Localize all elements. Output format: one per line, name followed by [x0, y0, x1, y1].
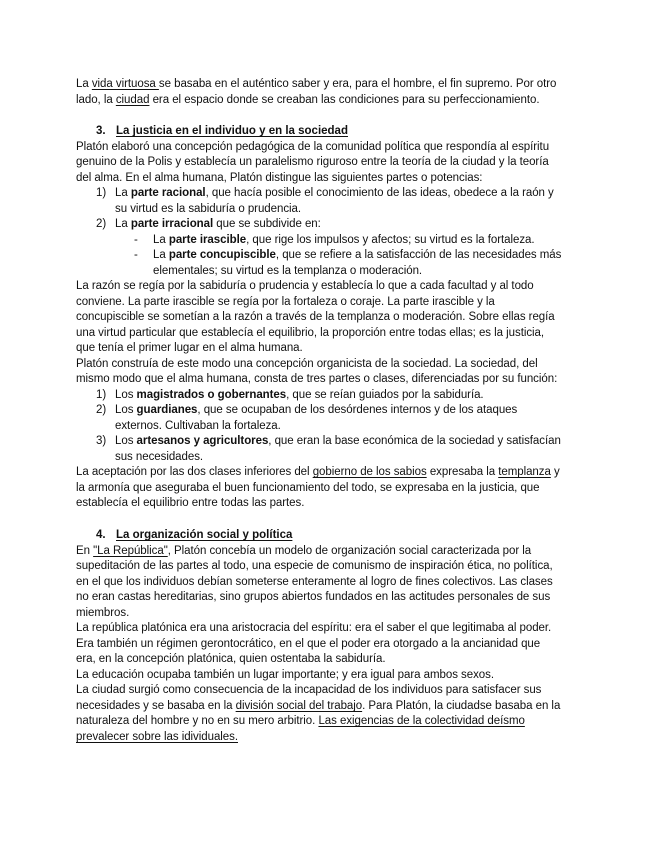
list-number: 3)	[96, 435, 107, 447]
text-run: , que eran la base económica de la sociedad y satisfacían	[268, 435, 561, 447]
list-item-artesanos	[115, 434, 561, 449]
underlined-term-templanza: templanza	[498, 466, 551, 478]
paragraph-line: mismo modo que el alma humana, consta de tres partes o clases, diferenciadas por su función:	[76, 373, 558, 385]
paragraph-line	[76, 714, 525, 729]
underlined-sentence: prevalecer sobre las idividuales.	[76, 731, 238, 743]
bold-term: magistrados o gobernantes	[136, 389, 287, 401]
list-number: 2)	[96, 404, 107, 416]
paragraph-line	[76, 544, 531, 559]
text-run: La	[76, 78, 92, 90]
paragraph-line: supeditación de las partes al todo, una especie de comunismo de inspiración ética, no política,	[76, 560, 553, 572]
paragraph-line: Platón construía de este modo una concepción organicista de la sociedad. La sociedad, del	[76, 358, 538, 370]
text-run: , que hacía posible el conocimiento de las ideas, obedece a la raón y	[205, 187, 554, 199]
text-run: Los	[115, 389, 137, 401]
bold-term: guardianes	[136, 404, 198, 416]
text-run: y	[550, 466, 560, 478]
text-run: La	[115, 187, 131, 199]
paragraph-line: genuino de la Polis y establecía un paralelismo riguroso entre la teoría de la ciudad y la teoría	[76, 156, 549, 168]
section-title: La organización social y política	[116, 529, 293, 541]
text-run: La	[153, 249, 169, 261]
text-run: expresaba la	[426, 466, 499, 478]
section-title: La justicia en el individuo y en la sociedad	[116, 125, 348, 137]
section-4-heading	[96, 528, 292, 543]
section-3-heading	[96, 124, 348, 139]
paragraph-line: La ciudad surgió como consecuencia de la incapacidad de los individuos para satisfacer sus	[76, 684, 542, 696]
sublist-item-concupiscible	[153, 248, 561, 263]
sublist-item-irascible	[153, 233, 535, 248]
text-run: , que se reían guiados por la sabiduría.	[286, 389, 484, 401]
sublist-dash: -	[134, 249, 138, 261]
paragraph-line: una virtud particular que establecía el equilibrio, la proporción entre todas ellas; es la justicia,	[76, 327, 545, 339]
underlined-term-vida-virtuosa: vida virtuosa	[91, 78, 159, 90]
bold-term: parte irascible	[168, 234, 247, 246]
underlined-term-la-republica: "La República"	[93, 545, 168, 557]
paragraph-line: establecía el equilibrio entre todas las partes.	[76, 497, 305, 509]
text-run: , que rige los impulsos y afectos; su virtud es la fortaleza.	[246, 234, 535, 246]
intro-line-1	[76, 77, 556, 92]
text-run: , Platón concebía un modelo de organización social caracterizada por la	[167, 545, 532, 557]
text-run: se basaba en el auténtico saber y era, para el hombre, el fin supremo. Por otro	[158, 78, 557, 90]
text-run: que se subdivide en:	[213, 218, 321, 230]
paragraph-line	[76, 465, 560, 480]
bold-term: artesanos y agricultores	[136, 435, 269, 447]
text-run: lado, la	[76, 94, 116, 106]
paragraph-line: era, en la concepción platónica, quien ostentaba la sabiduría.	[76, 653, 386, 665]
paragraph-line: Platón elaboró una concepción pedagógica de la comunidad política que respondía al espíritu	[76, 141, 550, 153]
text-run: necesidades y se basaba en la	[76, 700, 236, 712]
text-run: . Para Platón, la ciudadse basaba en la	[362, 700, 561, 712]
sublist-item-continuation: elementales; su virtud es la templanza o moderación.	[153, 265, 423, 277]
paragraph-line: La república platónica era una aristocracia del espíritu: era el saber el que legitimaba al poder.	[76, 622, 552, 634]
list-item-parte-racional	[115, 186, 554, 201]
list-number: 2)	[96, 218, 107, 230]
paragraph-line: miembros.	[76, 607, 130, 619]
paragraph-line: concupiscible se sometían a la razón a través de la templanza o moderación. Sobre ellas regía	[76, 311, 555, 323]
list-number: 1)	[96, 187, 107, 199]
underlined-term-ciudad: ciudad	[115, 94, 150, 106]
list-item-parte-irracional	[115, 217, 321, 232]
text-run: , que se refiere a la satisfacción de las necesidades más	[275, 249, 562, 261]
paragraph-line: no eran castas hereditarias, sino grupos abiertos fundados en las actitudes personales de sus	[76, 591, 551, 603]
list-item-guardianes	[115, 403, 517, 418]
list-item-continuation: externos. Cultivaban la fortaleza.	[115, 420, 281, 432]
text-run: La aceptación por las dos clases inferiores del	[76, 466, 313, 478]
text-run: naturaleza del hombre y no en su mero arbitrio.	[76, 715, 319, 727]
paragraph-line: conviene. La parte irascible se regía por la fortaleza o coraje. La parte irascible y la	[76, 296, 495, 308]
paragraph-line: del alma. En el alma humana, Platón distingue las siguientes partes o potencias:	[76, 172, 483, 184]
section-number: 4.	[96, 529, 106, 541]
paragraph-line	[76, 730, 238, 745]
paragraph-line: Era también un régimen gerontocrático, en el que el poder era otorgado a la ancianidad que	[76, 638, 541, 650]
paragraph-line: La razón se regía por la sabiduría o prudencia y establecía lo que a cada facultad y al todo	[76, 280, 534, 292]
list-item-continuation: su virtud es la sabiduría o prudencia.	[115, 203, 302, 215]
paragraph-line: La educación ocupaba también un lugar importante; y era igual para ambos sexos.	[76, 669, 494, 681]
underlined-sentence: Las exigencias de la colectividad deísmo	[318, 715, 525, 727]
bold-term: parte concupiscible	[168, 249, 276, 261]
bold-term: parte racional	[130, 187, 206, 199]
intro-line-2	[76, 93, 540, 108]
section-number: 3.	[96, 125, 106, 137]
text-run: era el espacio donde se creaban las condiciones para su perfeccionamiento.	[149, 94, 540, 106]
list-item-continuation: sus necesidades.	[115, 451, 204, 463]
bold-term: parte irracional	[130, 218, 214, 230]
text-run: La	[153, 234, 169, 246]
paragraph-line: la armonía que aseguraba el buen funcionamiento del todo, se expresaba en la justicia, que	[76, 482, 540, 494]
sublist-dash: -	[134, 234, 138, 246]
text-run: En	[76, 545, 94, 557]
text-run: La	[115, 218, 131, 230]
underlined-term-division-social: división social del trabajo	[235, 700, 363, 712]
text-run: , que se ocupaban de los desórdenes internos y de los ataques	[197, 404, 518, 416]
list-item-magistrados	[115, 388, 484, 403]
underlined-term-gobierno: gobierno de los sabios	[312, 466, 427, 478]
text-run: Los	[115, 404, 137, 416]
paragraph-line: que tenía el primer lugar en el alma humana.	[76, 342, 303, 354]
paragraph-line: en el que los individuos debían someterse enteramente al logro de fines colectivos. Las clases	[76, 576, 553, 588]
paragraph-line	[76, 699, 560, 714]
text-run: Los	[115, 435, 137, 447]
list-number: 1)	[96, 389, 107, 401]
